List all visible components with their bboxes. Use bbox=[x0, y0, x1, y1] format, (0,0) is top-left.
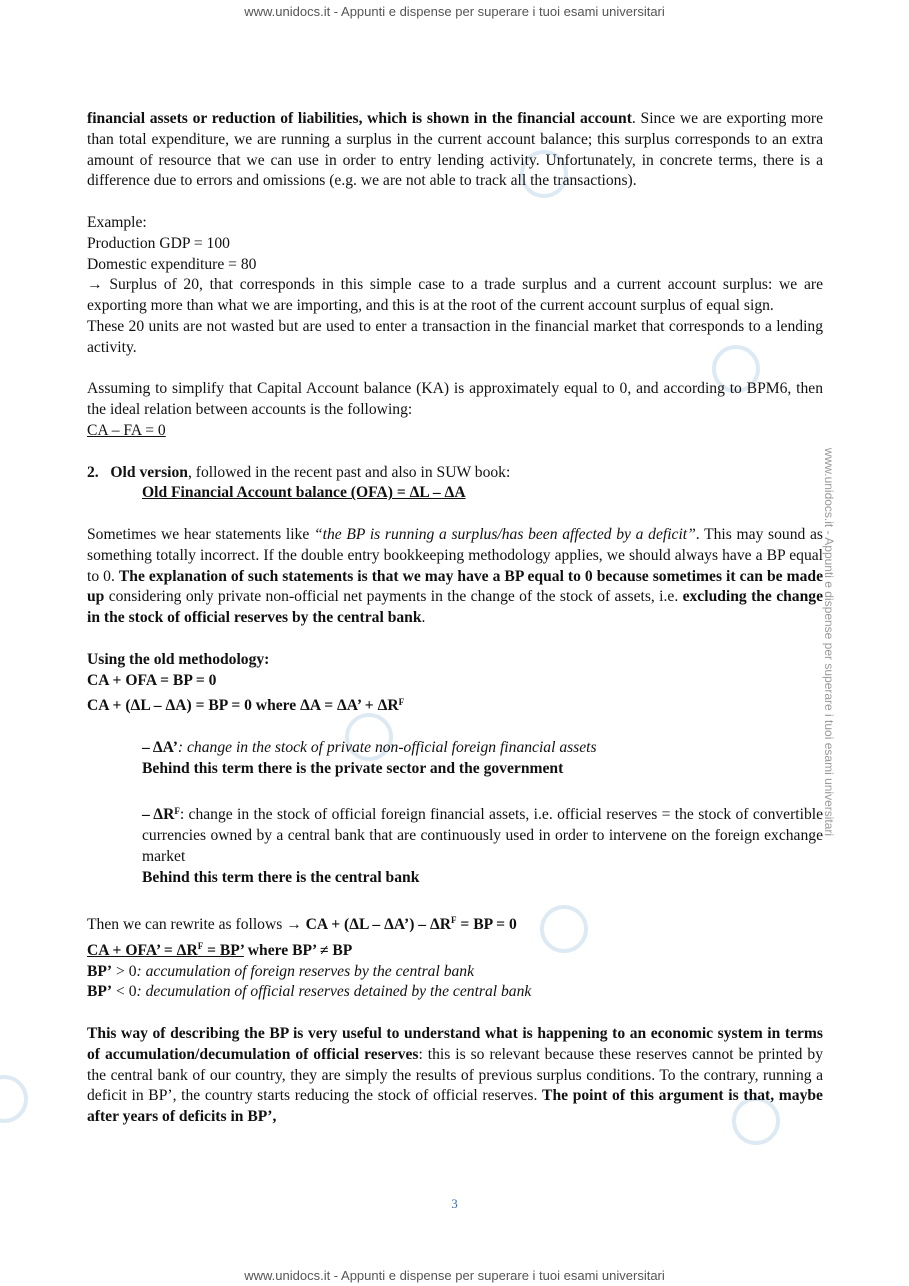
paragraph-assuming: Assuming to simplify that Capital Account balance (KA) is approximately equal to 0, and according to BPM6, then the ideal relation between accounts is the following: bbox=[87, 380, 823, 419]
paragraph-financial-account: financial assets or reduction of liabilities, which is shown in the financial account. Since we are exporting more than total expenditure, we are running a surplus in the current account balance; this surplus corresponds to an extra amount of resource that we can use in order to entry lending activity. Unfortunately, in concrete terms, there is a difference due to errors and omissions (e.g. we are not able to track all the transactions). bbox=[87, 110, 823, 190]
paragraph-final: This way of describing the BP is very useful to understand what is happening to an economic system in terms of accumulation/decumulation of official reserves: this is so relevant because these reserves cannot be printed by the central bank of our country, they are simply the results of previous surplus conditions. To the contrary, running a deficit in BP’, the country starts reducing the stock of official reserves. The point of this argument is that, maybe after years of deficits in BP’, bbox=[87, 1025, 823, 1126]
bp-positive: BP’ > 0: accumulation of foreign reserves by the central bank bbox=[87, 962, 475, 980]
example-title: Example: bbox=[87, 213, 147, 231]
old-financial-account-formula: Old Financial Account balance (OFA) = ΔL – ΔA bbox=[142, 484, 466, 502]
example-surplus: → Surplus of 20, that corresponds in this simple case to a trade surplus and a current account surplus: we are exporting more than what we are importing, and this is at the root of the current account surplus of equal sign. bbox=[87, 276, 823, 315]
term-official-behind: Behind this term there is the central bank bbox=[142, 869, 420, 887]
term-official-reserves: – $\Delta R^F$: change in the stock of official foreign financial assets, i.e. official reserves = the stock of convertible currencies owned by a central bank that are continuously used in order to intervene on the foreign exchange market bbox=[142, 805, 823, 866]
example-gdp: Production GDP = 100 bbox=[87, 234, 230, 252]
equation-bp-1: CA + OFA = BP = 0 bbox=[87, 671, 217, 689]
relation-ca-fa: CA – FA = 0 bbox=[87, 421, 166, 439]
example-units: These 20 units are not wasted but are used to enter a transaction in the financial market that corresponds to a lending activity. bbox=[87, 317, 823, 356]
paragraph-sometimes: Sometimes we hear statements like “the BP is running a surplus/has been affected by a deficit”. This may sound as something totally incorrect. If the double entry bookkeeping methodology applies, we should always have a BP equal to 0. The explanation of such statements is that we may have a BP equal to 0 because sometimes it can be made up considering only private non-official net payments in the change of the stock of assets, i.e. excluding the change in the stock of official reserves by the central bank. bbox=[87, 525, 823, 627]
rewrite-bp-prime: CA + OFA’ = $\Delta R^F$ = BP’ where BP’ ≠ BP bbox=[87, 940, 353, 959]
equation-bp-2: CA + (ΔL – ΔA) = BP = 0 where ΔA = ΔA’ + $\Delta R^F$ bbox=[87, 696, 405, 715]
page-number: 3 bbox=[451, 1196, 458, 1211]
term-private-assets: – ΔA’: change in the stock of private non-official foreign financial assets bbox=[142, 739, 597, 757]
watermark-right: www.unidocs.it - Appunti e dispense per superare i tuoi esami universitari bbox=[822, 447, 837, 837]
watermark-bottom: www.unidocs.it - Appunti e dispense per superare i tuoi esami universitari bbox=[244, 1268, 665, 1283]
old-version-heading: 2. Old version, followed in the recent past and also in SUW book: bbox=[87, 463, 511, 481]
watermark-top: www.unidocs.it - Appunti e dispense per superare i tuoi esami universitari bbox=[244, 4, 665, 19]
example-expenditure: Domestic expenditure = 80 bbox=[87, 255, 257, 273]
watermark-logo-icon bbox=[0, 1075, 28, 1123]
old-methodology-title: Using the old methodology: bbox=[87, 650, 270, 668]
document-body bbox=[87, 109, 823, 1128]
term-private-behind: Behind this term there is the private sector and the government bbox=[142, 759, 564, 777]
bp-negative: BP’ < 0: decumulation of official reserves detained by the central bank bbox=[87, 983, 532, 1001]
rewrite-equation: Then we can rewrite as follows → CA + (ΔL – ΔA’) – $\Delta R^F$ = BP = 0 bbox=[87, 914, 517, 933]
